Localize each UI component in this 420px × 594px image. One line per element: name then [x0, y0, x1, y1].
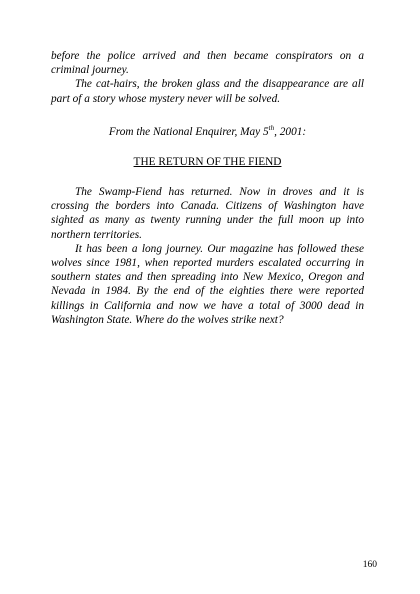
- source-citation-prefix: From the National Enquirer, May 5: [108, 126, 269, 138]
- source-citation-suffix: , 2001:: [274, 126, 307, 138]
- continued-text-block: [51, 49, 364, 106]
- page-number: 160: [362, 560, 377, 570]
- paragraph-swamp-fiend: The Swamp-Fiend has returned. Now in droves and it is crossing the borders into Canada. Citizens of Washington have sighted as many as twenty running under the full moon up into northern territories.: [51, 186, 364, 241]
- article-body: [51, 185, 364, 327]
- paragraph-continued: before the police arrived and then became conspirators on a criminal journey.: [51, 50, 364, 77]
- paragraph-cat-hairs: The cat-hairs, the broken glass and the disappearance are all part of a story whose mystery never will be solved.: [51, 78, 364, 105]
- source-citation-superscript: th: [268, 124, 275, 133]
- source-citation: [51, 125, 364, 139]
- paragraph-long-journey: It has been a long journey. Our magazine has followed these wolves since 1981, when reported murders escalated occurring in southern states and then spreading into New Mexico, Oregon and Nevada in 1984. By the end of the eighties there were reported killings in California and now we have a total of 3000 dead in Washington State. Where do the wolves strike next?: [51, 242, 364, 326]
- article-heading: THE RETURN OF THE FIEND: [133, 156, 282, 168]
